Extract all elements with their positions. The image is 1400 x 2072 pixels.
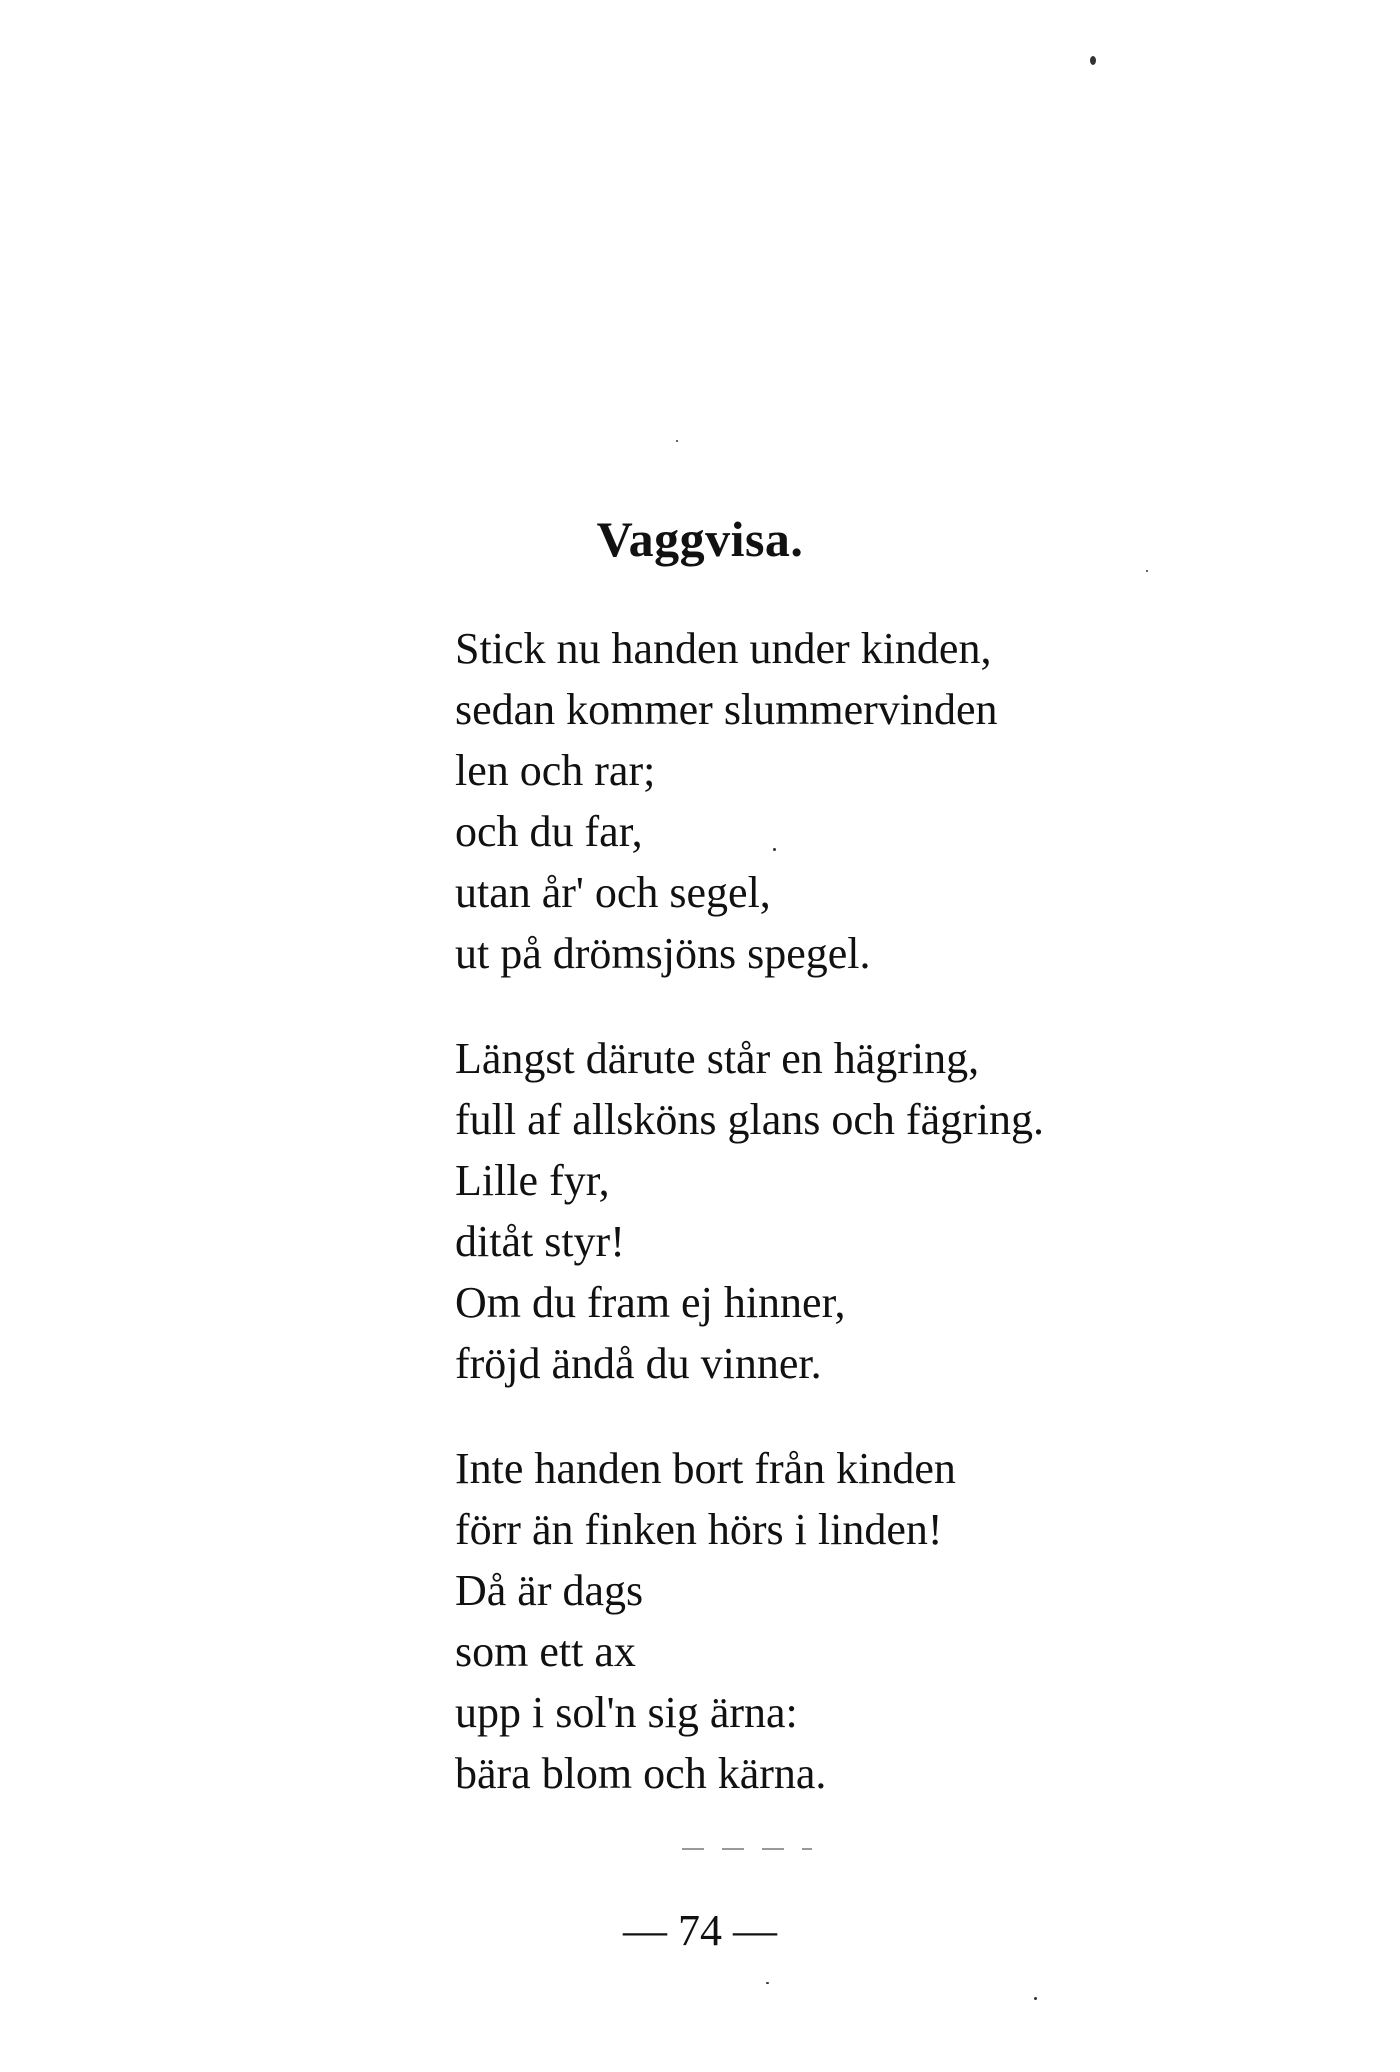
ink-speck [676, 440, 678, 442]
poem-line: utan år' och segel, [455, 868, 771, 917]
stanza-3 [455, 1438, 1044, 1804]
poem-body [455, 618, 1044, 1848]
stanza-2 [455, 1028, 1044, 1394]
poem-line: förr än finken hörs i linden! [455, 1505, 943, 1554]
ink-speck [1034, 1997, 1037, 2000]
ink-speck [766, 1982, 769, 1984]
poem-line: Om du fram ej hinner, [455, 1278, 846, 1327]
poem-line: bära blom och kärna. [455, 1749, 827, 1798]
poem-line: Lille fyr, [455, 1156, 610, 1205]
poem-line: upp i sol'n sig ärna: [455, 1688, 798, 1737]
poem-line: ditåt styr! [455, 1217, 625, 1266]
stanza-1 [455, 618, 1044, 984]
page-number: — 74 — [623, 1906, 777, 1955]
ink-speck [1090, 56, 1096, 65]
poem-line: len och rar; [455, 746, 656, 795]
ink-speck [1146, 570, 1148, 572]
poem-line: som ett ax [455, 1627, 636, 1676]
poem-line: Då är dags [455, 1566, 644, 1615]
poem-line: fröjd ändå du vinner. [455, 1339, 822, 1388]
poem-line: sedan kommer slummervinden [455, 685, 998, 734]
poem-title: Vaggvisa. [596, 511, 804, 567]
poem-line: Stick nu handen under kinden, [455, 624, 992, 673]
poem-line: och du far, [455, 807, 643, 856]
poem-line: Inte handen bort från kinden [455, 1444, 956, 1493]
faint-rule [682, 1848, 812, 1850]
poem-line: full af allsköns glans och fägring. [455, 1095, 1044, 1144]
poem-line: ut på drömsjöns spegel. [455, 929, 871, 978]
poem-line: Längst därute står en hägring, [455, 1034, 980, 1083]
